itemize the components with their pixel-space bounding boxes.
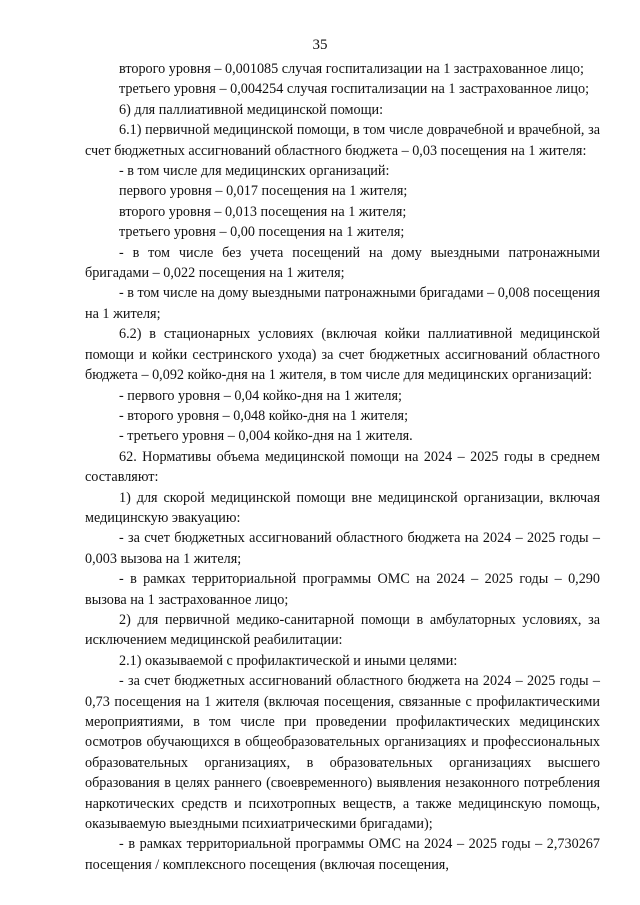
paragraph: - за счет бюджетных ассигнований областного бюджета на 2024 – 2025 годы – 0,73 посещения на 1 жителя (включая посещения, связанные с профилактическими мероприятиями, в том числе при проведении профилактических медицинских осмотров обучающихся в общеобразовательных организациях и профессиональных образовательных организациях, в образовательных организациях высшего образования в целях раннего (своевременного) выявления незаконного потребления наркотических средств и психотропных веществ, а также медицинскую помощь, оказываемую выездными психиатрическими бригадами); (85, 673, 600, 833)
paragraph: 6.2) в стационарных условиях (включая койки паллиативной медицинской помощи и койки сестринского ухода) за счет бюджетных ассигнований областного бюджета – 0,092 койко-дня на 1 жителя, в том числе для медицинских организаций: (85, 326, 600, 384)
paragraph: - второго уровня – 0,048 койко-дня на 1 жителя; (119, 407, 409, 424)
paragraph: - в том числе без учета посещений на дому выездными патронажными бригадами – 0,022 посещения на 1 жителя; (85, 244, 600, 282)
paragraph: 2.1) оказываемой с профилактической и иными целями: (119, 652, 458, 669)
page-number: 35 (312, 37, 328, 53)
paragraph: - в том числе на дому выездными патронажными бригадами – 0,008 посещения на 1 жителя; (85, 285, 600, 322)
paragraph: 1) для скорой медицинской помощи вне медицинской организации, включая медицинскую эвакуацию: (85, 489, 600, 526)
paragraph: - за счет бюджетных ассигнований областного бюджета на 2024 – 2025 годы – 0,003 вызова на 1 жителя; (85, 530, 600, 567)
paragraph: - в рамках территориальной программы ОМС на 2024 – 2025 годы – 2,730267 посещения / комплексного посещения (включая посещения, (85, 836, 600, 873)
paragraph: 6) для паллиативной медицинской помощи: (119, 101, 384, 118)
paragraph: второго уровня – 0,001085 случая госпитализации на 1 застрахованное лицо; (119, 61, 584, 77)
document-body (85, 59, 600, 875)
paragraph: 62. Нормативы объема медицинской помощи на 2024 – 2025 годы в среднем составляют: (85, 448, 600, 486)
paragraph: - в рамках территориальной программы ОМС на 2024 – 2025 годы – 0,290 вызова на 1 застрахованное лицо; (85, 571, 600, 608)
paragraph: 2) для первичной медико-санитарной помощи в амбулаторных условиях, за исключением медицинской реабилитации: (85, 611, 600, 649)
paragraph: третьего уровня – 0,00 посещения на 1 жителя; (119, 224, 405, 241)
paragraph: - в том числе для медицинских организаций: (119, 163, 390, 180)
paragraph: - первого уровня – 0,04 койко-дня на 1 жителя; (119, 387, 402, 404)
paragraph: второго уровня – 0,013 посещения на 1 жителя; (119, 203, 407, 220)
paragraph: первого уровня – 0,017 посещения на 1 жителя; (119, 183, 408, 200)
paragraph: третьего уровня – 0,004254 случая госпитализации на 1 застрахованное лицо; (119, 81, 590, 98)
paragraph: 6.1) первичной медицинской помощи, в том числе доврачебной и врачебной, за счет бюджетных ассигнований областного бюджета – 0,03 посещения на 1 жителя: (85, 122, 600, 159)
paragraph: - третьего уровня – 0,004 койко-дня на 1 жителя. (119, 428, 413, 445)
